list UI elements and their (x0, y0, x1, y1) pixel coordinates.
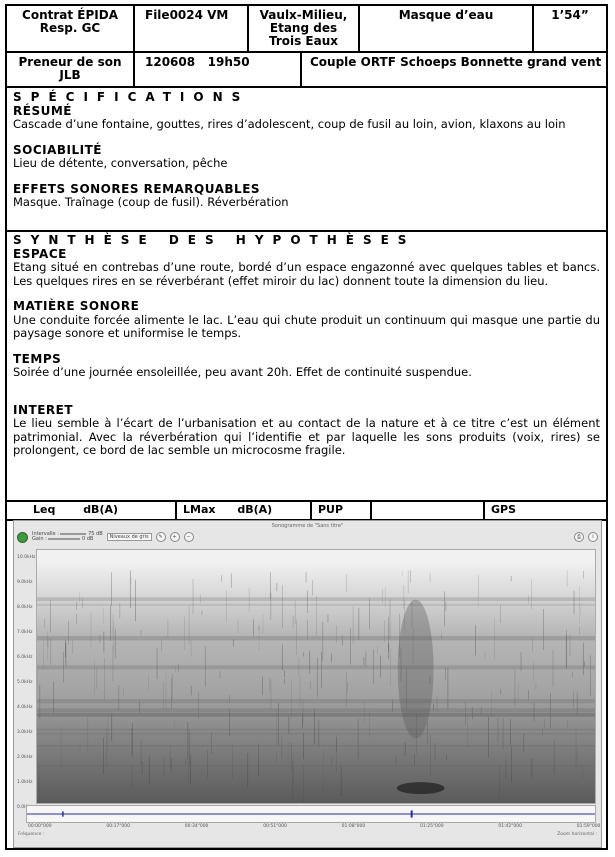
gain-value: 0 dB (81, 536, 94, 542)
y-tick-label: 3.0kHz (17, 730, 33, 735)
gps-label: GPS (491, 503, 517, 516)
waveform (26, 805, 596, 823)
x-tick-label: 00:00"000 (28, 824, 52, 829)
temps-text: Soirée d’une journée ensoleillée, peu avant 20h. Effet de continuité suspendue. (13, 365, 472, 379)
preneur-name: JLB (59, 68, 81, 82)
y-tick-label: 5.0kHz (17, 680, 33, 685)
record-button[interactable] (17, 532, 28, 543)
spectrogram-band (37, 604, 595, 606)
status-left: Fréquence : (18, 832, 45, 837)
x-tick-label: 01:59"000 (576, 824, 601, 829)
leq-cell (7, 502, 177, 519)
leq-unit: dB(A) (83, 503, 119, 516)
sociabilite-label: SOCIABILITÉ (13, 142, 103, 157)
spectrogram-band (37, 745, 595, 747)
spectrogram-toolbar (17, 530, 598, 544)
y-tick-label: 6.0kHz (17, 655, 33, 660)
measures-row (7, 500, 606, 521)
recording-row (7, 53, 606, 88)
file-id: File0024 VM (135, 6, 249, 51)
y-tick-label: 1.0kHz (17, 780, 33, 785)
y-tick-label: 2.0kHz (17, 755, 33, 760)
pup-label: PUP (312, 502, 372, 519)
print-icon[interactable]: ⎙ (574, 532, 584, 542)
intervalle-label: Intervalle : (32, 531, 59, 537)
resp: Resp. GC (39, 21, 101, 35)
specifications-section (7, 90, 606, 210)
interet-text: Le lieu semble à l’écart de l’urbanisation et au contact de la nature et à ce titre c’est un élément patrimonial. Avec la réverbération qui l’identifie et par laquelle les sons produits (voix, rires) se prolongent, ce bord de lac semble un microcosme fragile. (13, 416, 600, 457)
place-line2: Etang des (269, 21, 338, 35)
interet-label: INTERET (13, 402, 74, 417)
zoom-out-icon[interactable]: − (184, 532, 194, 542)
spectrogram-plot (36, 549, 596, 804)
contract: Contrat ÉPIDA (22, 8, 118, 22)
zoom-in-icon[interactable]: + (170, 532, 180, 542)
place-line1: Vaulx-Milieu, (259, 8, 348, 22)
level-controls (32, 532, 103, 542)
effets-label: EFFETS SONORES REMARQUABLES (13, 181, 261, 196)
x-tick-label: 01:42"000 (498, 824, 523, 829)
espace-text: Etang situé en contrebas d’une route, bordé d’un espace engazonné avec quelques tables et bancs. Les quelques rires en se réverbérant (effet miroir du lac) donnent toute la dimension du lieu. (13, 260, 600, 288)
synthese-section (7, 233, 606, 458)
resume-label: RÉSUMÉ (13, 103, 72, 118)
sound-sheet (5, 4, 608, 850)
y-tick-label: 8.0kHz (17, 605, 33, 610)
status-right: Zoom horizontal : (557, 832, 597, 837)
lmax-label: LMax (183, 503, 216, 516)
contract-cell (7, 6, 135, 51)
intervalle-value: 75 dB (88, 531, 103, 537)
spectrogram-band (37, 636, 595, 640)
synthese-heading: SYNTHÈSE DES HYPOTHÈSES (13, 233, 416, 247)
divider (7, 230, 606, 232)
event-low (397, 782, 445, 794)
x-tick-label: 00:17"000 (106, 824, 131, 829)
spectrogram-window (13, 520, 602, 848)
matiere-text: Une conduite forcée alimente le lac. L’eau qui chute produit un continuum qui masque une partie du paysage sonore et uniformise le temps. (13, 312, 600, 340)
gain-slider[interactable] (48, 538, 80, 540)
lmax-cell (177, 502, 312, 519)
duration: 1’54” (551, 8, 589, 22)
y-tick-label: 9.0kHz (17, 580, 33, 585)
spectrogram-band (37, 765, 595, 767)
resume-text: Cascade d’une fontaine, gouttes, rires d’adolescent, coup de fusil au loin, avion, klaxons au loin (13, 117, 566, 131)
spectrogram-band (37, 665, 595, 669)
y-tick-label: 10.0kHz (17, 555, 36, 560)
lmax-unit: dB(A) (237, 503, 273, 516)
leq-label: Leq (33, 503, 56, 516)
status-bar (18, 832, 597, 837)
spectrogram-band (37, 729, 595, 731)
intervalle-slider[interactable] (60, 533, 86, 535)
event-blob (398, 600, 434, 739)
pup-value (372, 502, 485, 519)
x-tick-label: 01:08"000 (341, 824, 366, 829)
title: Masque d’eau (360, 6, 534, 51)
colormap-dropdown[interactable]: Niveaux de gris (107, 533, 152, 541)
spectrogram-band (37, 699, 595, 703)
temps-label: TEMPS (13, 351, 62, 366)
preneur-cell (7, 53, 135, 86)
date-time: 120608 19h50 (135, 53, 302, 86)
x-tick-label: 00:51"000 (263, 824, 287, 829)
spectrogram-band (37, 712, 595, 716)
place-cell (249, 6, 360, 51)
gain-label: Gain : (32, 536, 47, 542)
y-tick-label: 0.0Hz (17, 805, 30, 810)
spectrogram-band (37, 708, 595, 712)
y-tick-label: 7.0kHz (17, 630, 33, 635)
x-tick-label: 01:25"000 (420, 824, 444, 829)
espace-label: ESPACE (13, 246, 67, 261)
matiere-label: MATIÈRE SONORE (13, 299, 140, 313)
place-line3: Trois Eaux (268, 34, 339, 48)
spectrogram-band (37, 733, 595, 735)
effets-text: Masque. Traînage (coup de fusil). Réverbération (13, 195, 289, 209)
sociabilite-text: Lieu de détente, conversation, pêche (13, 156, 228, 170)
spectrogram-band (37, 597, 595, 601)
y-tick-label: 4.0kHz (17, 705, 33, 710)
preneur-label: Preneur de son (18, 55, 122, 69)
x-tick-label: 00:34"000 (184, 824, 209, 829)
info-icon[interactable]: i (588, 532, 598, 542)
recording-setup: Couple ORTF Schoeps Bonnette grand vent (310, 55, 602, 69)
specifications-heading: SPÉCIFICATIONS (13, 90, 250, 104)
header-row (7, 6, 606, 53)
window-title: Sonogramme de "Sans titre" (271, 523, 344, 529)
tool-icon[interactable]: ✎ (156, 532, 166, 542)
